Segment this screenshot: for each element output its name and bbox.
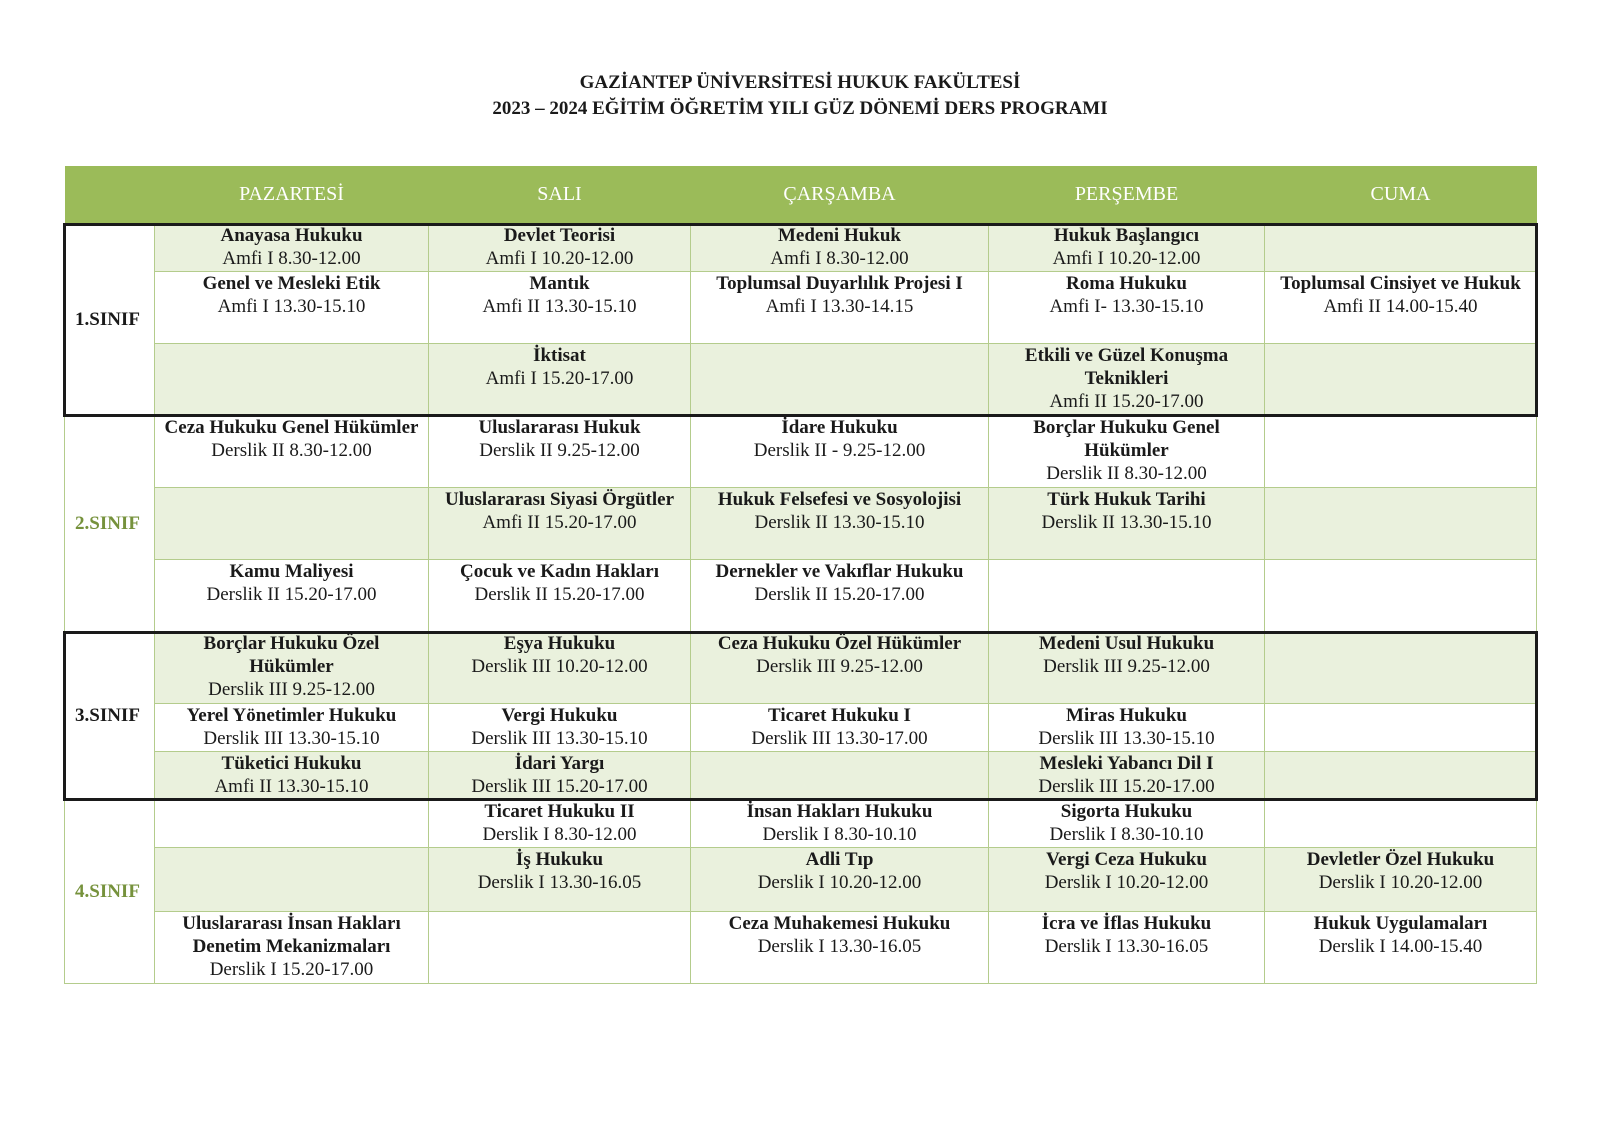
room-time: Derslik III 15.20-17.00 — [471, 776, 648, 797]
course-name: İcra ve İflas Hukuku — [1041, 913, 1212, 934]
course-name: İdare Hukuku — [781, 417, 898, 438]
course-cell-wednesday — [691, 752, 989, 800]
course-name: Mantık — [529, 273, 590, 294]
room-time: Derslik II 9.25-12.00 — [479, 440, 640, 461]
schedule-row — [65, 224, 1537, 272]
room-time: Derslik III 13.30-17.00 — [751, 728, 928, 749]
course-name: Medeni Usul Hukuku — [1038, 633, 1215, 654]
course-cell-tuesday — [429, 752, 691, 800]
room-time: Derslik I 10.20-12.00 — [757, 872, 922, 893]
room-time: Derslik II 8.30-12.00 — [1046, 463, 1207, 484]
course-cell-friday — [1265, 752, 1537, 800]
course-cell-thursday — [989, 752, 1265, 800]
schedule-row — [65, 704, 1537, 752]
course-name: İdari Yargı — [514, 753, 605, 774]
room-time: Amfi II 15.20-17.00 — [482, 512, 637, 533]
course-cell-friday — [1265, 488, 1537, 560]
room-time: Derslik I 8.30-10.10 — [1049, 824, 1204, 845]
day-header-friday: CUMA — [1265, 166, 1537, 224]
room-time: Amfi I 10.20-12.00 — [1052, 248, 1201, 269]
course-cell-wednesday — [691, 416, 989, 488]
course-cell-thursday — [989, 560, 1265, 632]
room-time: Amfi II 15.20-17.00 — [1049, 391, 1204, 412]
course-name: Toplumsal Cinsiyet ve Hukuk — [1280, 273, 1521, 294]
course-cell-tuesday — [429, 800, 691, 848]
course-name: Borçlar Hukuku Özel Hükümler — [203, 633, 380, 677]
room-time: Derslik II 8.30-12.00 — [211, 440, 372, 461]
header-corner — [65, 166, 155, 224]
schedule-row — [65, 344, 1537, 416]
room-time: Derslik I 14.00-15.40 — [1318, 936, 1483, 957]
course-name: Adli Tıp — [805, 849, 874, 870]
course-cell-wednesday — [691, 560, 989, 632]
room-time: Derslik II 15.20-17.00 — [206, 584, 377, 605]
room-time: Derslik II 15.20-17.00 — [474, 584, 645, 605]
room-time: Amfi I 13.30-15.10 — [217, 296, 366, 317]
course-cell-wednesday — [691, 848, 989, 912]
room-time: Derslik I 15.20-17.00 — [209, 959, 374, 980]
course-cell-friday — [1265, 800, 1537, 848]
room-time: Derslik II 13.30-15.10 — [1041, 512, 1212, 533]
course-cell-monday — [155, 632, 429, 704]
room-time: Derslik III 9.25-12.00 — [1043, 656, 1210, 677]
room-time: Derslik II - 9.25-12.00 — [753, 440, 926, 461]
course-cell-friday — [1265, 704, 1537, 752]
room-time: Derslik III 9.25-12.00 — [756, 656, 923, 677]
day-header-wednesday: ÇARŞAMBA — [691, 166, 989, 224]
course-cell-monday — [155, 848, 429, 912]
room-time: Derslik III 13.30-15.10 — [1038, 728, 1215, 749]
schedule-row — [65, 752, 1537, 800]
course-name: Vergi Hukuku — [501, 705, 618, 726]
room-time: Amfi II 13.30-15.10 — [482, 296, 637, 317]
course-cell-wednesday — [691, 912, 989, 984]
course-name: Hukuk Felsefesi ve Sosyolojisi — [717, 489, 962, 510]
course-name: Uluslararası Hukuk — [478, 417, 641, 438]
room-time: Derslik III 13.30-15.10 — [203, 728, 380, 749]
course-name: Sigorta Hukuku — [1060, 801, 1193, 822]
course-name: Vergi Ceza Hukuku — [1046, 849, 1207, 870]
day-header-tuesday: SALI — [429, 166, 691, 224]
room-time: Derslik I 8.30-10.10 — [762, 824, 917, 845]
course-name: Dernekler ve Vakıflar Hukuku — [715, 561, 964, 582]
course-cell-tuesday — [429, 560, 691, 632]
room-time: Derslik III 13.30-15.10 — [471, 728, 648, 749]
course-cell-monday — [155, 272, 429, 344]
course-cell-friday — [1265, 848, 1537, 912]
course-cell-monday — [155, 912, 429, 984]
course-name: Borçlar Hukuku Genel Hükümler — [1033, 417, 1220, 461]
program-title: 2023 – 2024 EĞİTİM ÖĞRETİM YILI GÜZ DÖNEMİ DERS PROGRAMI — [492, 98, 1108, 119]
course-name: Yerel Yönetimler Hukuku — [186, 705, 397, 726]
course-name: İnsan Hakları Hukuku — [746, 801, 933, 822]
course-cell-friday — [1265, 272, 1537, 344]
course-cell-thursday — [989, 416, 1265, 488]
schedule-table — [64, 166, 1537, 984]
course-cell-tuesday — [429, 848, 691, 912]
room-time: Amfi I 8.30-12.00 — [770, 248, 909, 269]
course-cell-thursday — [989, 912, 1265, 984]
course-name: Miras Hukuku — [1066, 705, 1187, 726]
course-name: Ceza Muhakemesi Hukuku — [728, 913, 951, 934]
room-time: Amfi II 14.00-15.40 — [1323, 296, 1478, 317]
room-time: Derslik I 8.30-12.00 — [482, 824, 637, 845]
course-name: İktisat — [533, 345, 586, 366]
faculty-title: GAZİANTEP ÜNİVERSİTESİ HUKUK FAKÜLTESİ — [579, 72, 1021, 93]
course-name: Roma Hukuku — [1066, 273, 1187, 294]
course-cell-tuesday — [429, 704, 691, 752]
room-time: Derslik I 13.30-16.05 — [757, 936, 922, 957]
room-time: Amfi I- 13.30-15.10 — [1049, 296, 1204, 317]
course-cell-thursday — [989, 632, 1265, 704]
course-name: Toplumsal Duyarlılık Projesi I — [716, 273, 963, 294]
course-name: Ceza Hukuku Genel Hükümler — [164, 417, 419, 438]
course-cell-friday — [1265, 224, 1537, 272]
course-name: Çocuk ve Kadın Hakları — [460, 561, 659, 582]
course-cell-monday — [155, 224, 429, 272]
room-time: Amfi I 15.20-17.00 — [485, 368, 634, 389]
course-name: Etkili ve Güzel Konuşma Teknikleri — [1024, 345, 1229, 389]
room-time: Derslik I 10.20-12.00 — [1318, 872, 1483, 893]
course-cell-friday — [1265, 632, 1537, 704]
course-cell-tuesday — [429, 632, 691, 704]
room-time: Derslik I 10.20-12.00 — [1044, 872, 1209, 893]
page-title — [0, 70, 1600, 122]
course-cell-friday — [1265, 560, 1537, 632]
room-time: Derslik I 13.30-16.05 — [1044, 936, 1209, 957]
course-cell-thursday — [989, 800, 1265, 848]
class-label: 2.SINIF — [65, 416, 155, 632]
room-time: Derslik III 9.25-12.00 — [208, 679, 375, 700]
course-cell-wednesday — [691, 272, 989, 344]
course-name: Devletler Özel Hukuku — [1306, 849, 1495, 870]
schedule-row — [65, 800, 1537, 848]
schedule-row — [65, 848, 1537, 912]
day-header-monday: PAZARTESİ — [155, 166, 429, 224]
course-cell-tuesday — [429, 912, 691, 984]
course-cell-wednesday — [691, 800, 989, 848]
class-label: 1.SINIF — [65, 224, 155, 416]
course-cell-thursday — [989, 488, 1265, 560]
course-name: Medeni Hukuk — [777, 225, 901, 246]
course-name: Genel ve Mesleki Etik — [202, 273, 381, 294]
room-time: Derslik I 13.30-16.05 — [477, 872, 642, 893]
class-label: 3.SINIF — [65, 632, 155, 800]
course-cell-tuesday — [429, 224, 691, 272]
room-time: Amfi I 13.30-14.15 — [765, 296, 914, 317]
schedule-row — [65, 632, 1537, 704]
room-time: Amfi I 8.30-12.00 — [222, 248, 361, 269]
room-time: Amfi II 13.30-15.10 — [214, 776, 369, 797]
course-cell-monday — [155, 752, 429, 800]
course-name: Kamu Maliyesi — [229, 561, 354, 582]
room-time: Derslik II 13.30-15.10 — [754, 512, 925, 533]
room-time: Derslik III 15.20-17.00 — [1038, 776, 1215, 797]
course-cell-tuesday — [429, 272, 691, 344]
day-header-thursday: PERŞEMBE — [989, 166, 1265, 224]
course-cell-monday — [155, 704, 429, 752]
course-cell-wednesday — [691, 224, 989, 272]
course-cell-monday — [155, 416, 429, 488]
course-cell-thursday — [989, 272, 1265, 344]
course-name: Anayasa Hukuku — [220, 225, 363, 246]
course-name: Devlet Teorisi — [503, 225, 616, 246]
course-cell-monday — [155, 488, 429, 560]
course-cell-tuesday — [429, 344, 691, 416]
course-name: İş Hukuku — [515, 849, 604, 870]
course-cell-monday — [155, 560, 429, 632]
course-cell-monday — [155, 800, 429, 848]
course-name: Ceza Hukuku Özel Hükümler — [717, 633, 962, 654]
day-header-row — [65, 166, 1537, 224]
course-cell-friday — [1265, 344, 1537, 416]
schedule-row — [65, 488, 1537, 560]
course-name: Hukuk Başlangıcı — [1053, 225, 1200, 246]
course-name: Uluslararası İnsan Hakları Denetim Mekanizmaları — [182, 913, 401, 957]
schedule-row — [65, 560, 1537, 632]
course-cell-thursday — [989, 704, 1265, 752]
course-cell-thursday — [989, 224, 1265, 272]
course-cell-friday — [1265, 416, 1537, 488]
course-cell-friday — [1265, 912, 1537, 984]
course-name: Eşya Hukuku — [503, 633, 616, 654]
course-name: Türk Hukuk Tarihi — [1047, 489, 1206, 510]
course-cell-wednesday — [691, 488, 989, 560]
room-time: Derslik II 15.20-17.00 — [754, 584, 925, 605]
course-cell-monday — [155, 344, 429, 416]
course-name: Hukuk Uygulamaları — [1313, 913, 1488, 934]
course-cell-tuesday — [429, 416, 691, 488]
course-cell-thursday — [989, 344, 1265, 416]
schedule-row — [65, 912, 1537, 984]
schedule-row — [65, 416, 1537, 488]
class-label: 4.SINIF — [65, 800, 155, 984]
schedule-row — [65, 272, 1537, 344]
course-cell-thursday — [989, 848, 1265, 912]
course-cell-wednesday — [691, 632, 989, 704]
course-cell-wednesday — [691, 344, 989, 416]
course-name: Ticaret Hukuku II — [484, 801, 635, 822]
course-name: Uluslararası Siyasi Örgütler — [444, 489, 675, 510]
course-cell-tuesday — [429, 488, 691, 560]
course-name: Tüketici Hukuku — [221, 753, 362, 774]
course-name: Ticaret Hukuku I — [768, 705, 911, 726]
course-name: Mesleki Yabancı Dil I — [1039, 753, 1214, 774]
room-time: Derslik III 10.20-12.00 — [471, 656, 648, 677]
course-cell-wednesday — [691, 704, 989, 752]
room-time: Amfi I 10.20-12.00 — [485, 248, 634, 269]
